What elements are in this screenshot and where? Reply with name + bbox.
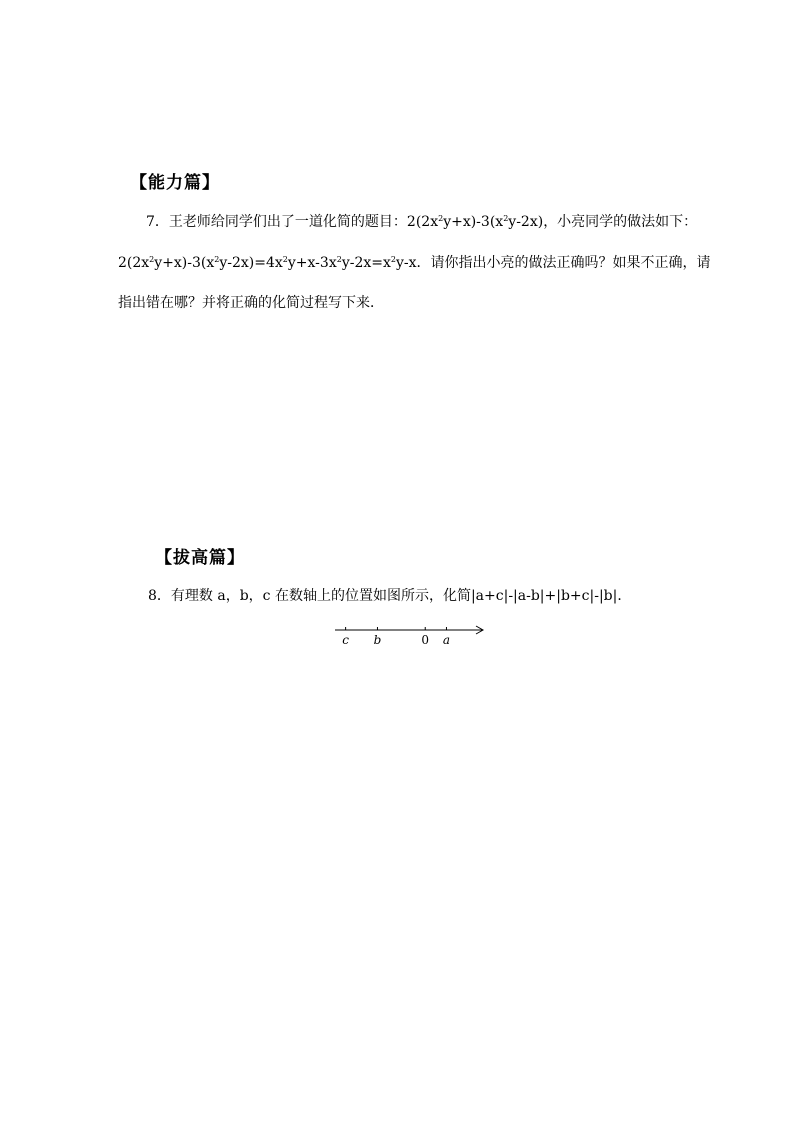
question-7-number: 7． [146,214,169,230]
question-8-number: 8． [148,588,171,604]
question-7-line-1 [146,212,697,232]
question-7-prompt: ．请你指出小亮的做法正确吗？如果不正确，请 [416,255,711,271]
question-7-expression: $2(2x^2y+x)-3(x^2y-2x)$ [406,214,544,230]
number-line-label: a [442,633,451,647]
question-7-line-3: 指出错在哪？并将正确的化简过程写下来． [118,295,384,311]
question-7-line-2 [118,253,711,273]
section-heading-ability: 【能力篇】 [130,173,220,193]
section-heading-advanced: 【拔高篇】 [155,548,245,568]
question-7-student-work: $2(2x^2y+x)-3(x^2y-2x)=4x^2y+x-3x^2y-2x=x^2y-x$ [118,255,417,271]
question-8-line [148,586,631,606]
number-line-label: 0 [421,633,430,647]
number-line-label: c [342,633,349,647]
question-7-intro-tail: ，小亮同学的做法如下： [543,214,698,230]
question-7-intro: 王老师给同学们出了一道化简的题目： [168,214,407,230]
number-line-label: b [373,633,382,647]
number-line-figure [333,622,488,650]
question-8-text: 有理数 a，b，c 在数轴上的位置如图所示，化简|a+c|-|a-b|+|b+c|-|b|． [170,588,632,604]
